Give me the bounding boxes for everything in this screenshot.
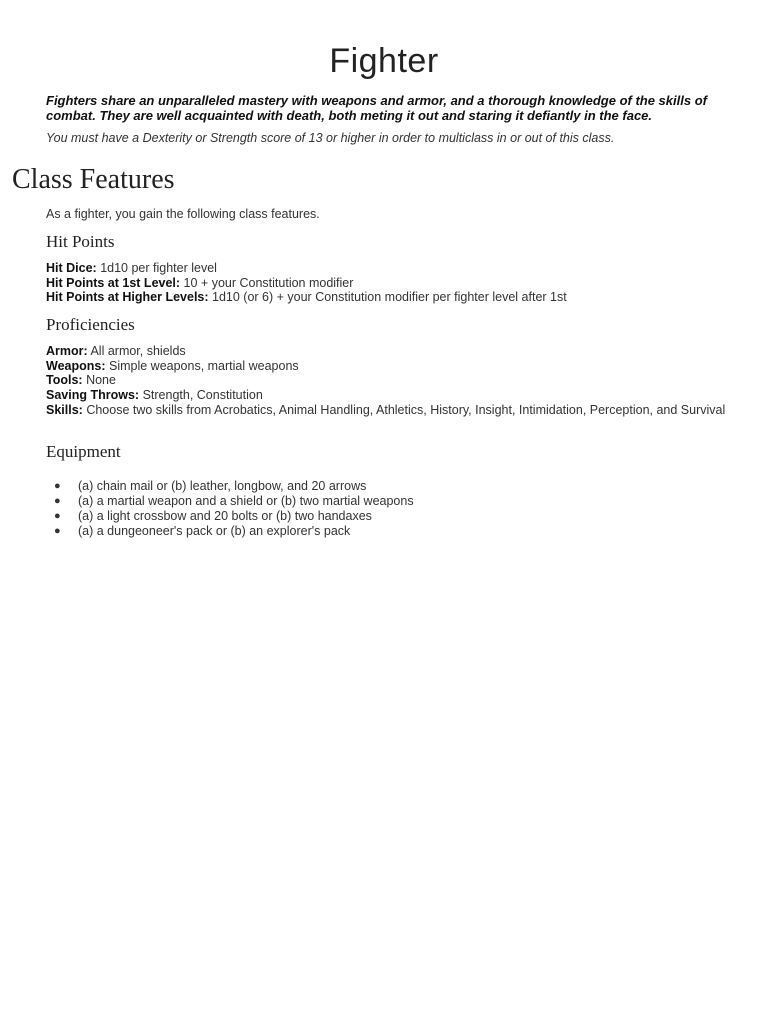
page-title: Fighter <box>329 42 439 80</box>
skills-label: Skills: <box>46 402 83 417</box>
saving-throws-label: Saving Throws: <box>46 388 140 403</box>
equipment-item-text: (a) a light crossbow and 20 bolts or (b) two handaxes <box>78 509 372 523</box>
hp-higher-levels-label: Hit Points at Higher Levels: <box>46 290 209 305</box>
equipment-item-text: (a) a martial weapon and a shield or (b) two martial weapons <box>78 494 414 508</box>
saving-throws-row <box>46 388 726 403</box>
hit-points-list <box>46 261 726 305</box>
saving-throws-value: Strength, Constitution <box>142 388 263 403</box>
equipment-list <box>46 479 726 539</box>
hp-higher-levels-value: 1d10 (or 6) + your Constitution modifier per fighter level after 1st <box>212 290 567 305</box>
armor-label: Armor: <box>46 344 88 358</box>
multiclass-requirement: You must have a Dexterity or Strength score of 13 or higher in order to multiclass in or out of this class. <box>46 131 615 145</box>
hp-first-level-value: 10 + your Constitution modifier <box>183 275 354 290</box>
hp-higher-levels-row <box>46 290 726 305</box>
hp-first-level-row <box>46 276 726 291</box>
armor-row <box>46 344 726 359</box>
proficiencies-list <box>46 344 726 418</box>
bullet-icon: ● <box>54 510 61 522</box>
weapons-label: Weapons: <box>46 358 106 373</box>
armor-value: All armor, shields <box>90 344 186 358</box>
skills-value: Choose two skills from Acrobatics, Animal Handling, Athletics, History, Insight, Intimidation, Perception, and Survival <box>86 402 726 417</box>
tools-row <box>46 373 726 388</box>
tools-value: None <box>86 373 116 388</box>
tools-label: Tools: <box>46 373 83 388</box>
bullet-icon: ● <box>54 480 61 492</box>
equipment-item-text: (a) a dungeoneer's pack or (b) an explorer's pack <box>78 524 351 538</box>
equipment-item-text: (a) chain mail or (b) leather, longbow, and 20 arrows <box>78 479 367 493</box>
hit-points-heading: Hit Points <box>46 232 115 251</box>
weapons-row <box>46 359 726 374</box>
list-item <box>46 479 726 494</box>
list-item <box>46 524 726 539</box>
proficiencies-heading: Proficiencies <box>46 315 135 334</box>
hit-dice-label: Hit Dice: <box>46 261 97 275</box>
bullet-icon: ● <box>54 525 61 537</box>
hit-dice-value: 1d10 per fighter level <box>100 261 217 275</box>
class-features-intro: As a fighter, you gain the following class features. <box>46 207 320 221</box>
bullet-icon: ● <box>54 495 61 507</box>
class-features-heading: Class Features <box>12 164 175 195</box>
weapons-value: Simple weapons, martial weapons <box>108 358 299 373</box>
skills-row <box>46 403 726 418</box>
equipment-heading: Equipment <box>46 442 121 461</box>
hit-dice-row <box>46 261 726 276</box>
list-item <box>46 494 726 509</box>
class-description: Fighters share an unparalleled mastery with weapons and armor, and a thorough knowledge of the skills of combat. They are well acquainted with death, both meting it out and staring it defiantly in the face. <box>46 93 707 123</box>
list-item <box>46 509 726 524</box>
hp-first-level-label: Hit Points at 1st Level: <box>46 275 181 290</box>
